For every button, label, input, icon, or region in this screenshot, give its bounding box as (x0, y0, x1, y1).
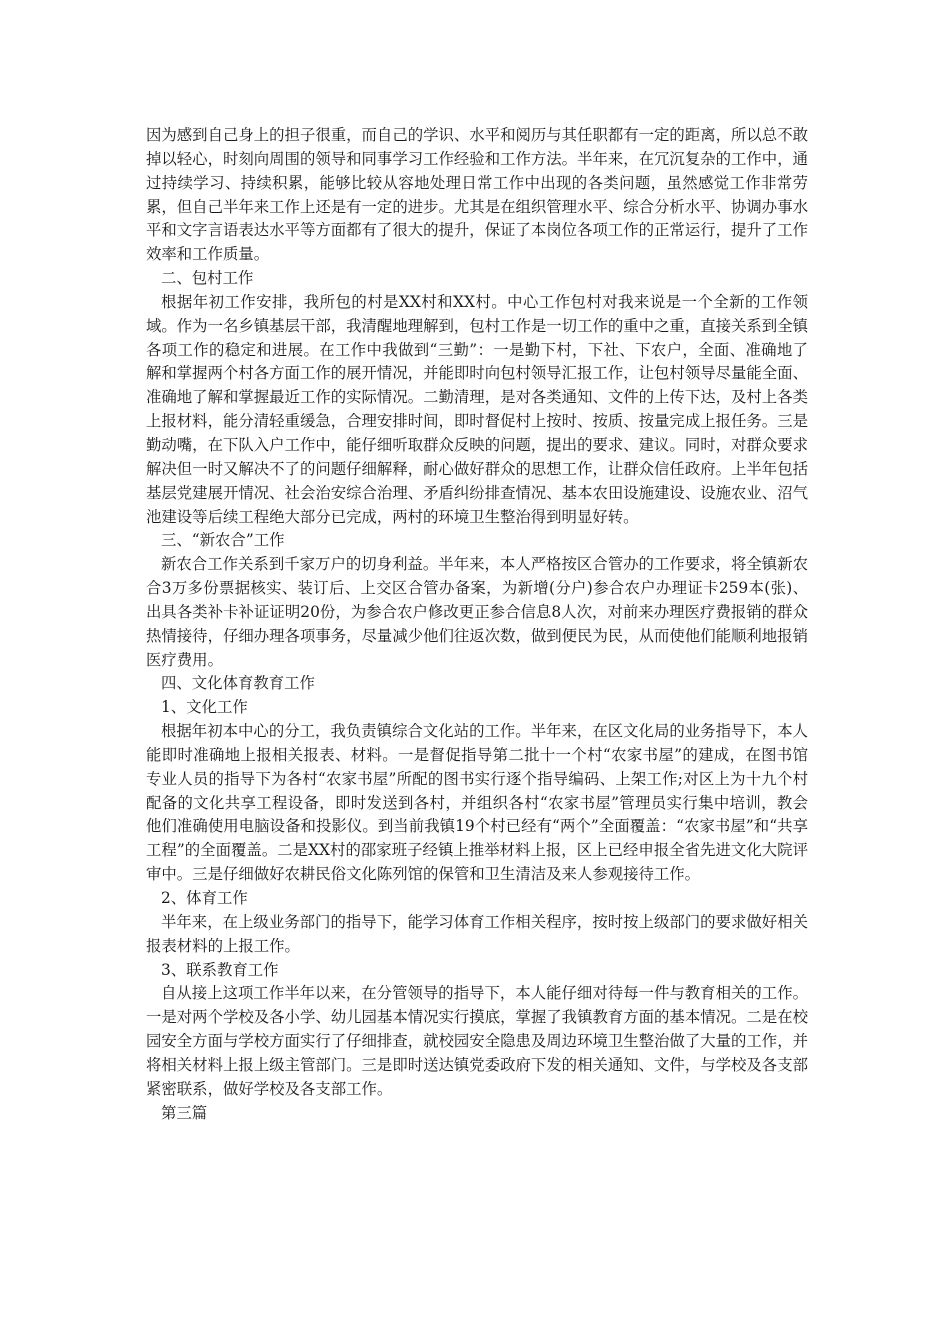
subheading-culture-work: 1、文化工作 (161, 698, 248, 717)
paragraph-village-work: 根据年初工作安排，我所包的村是XX村和XX村。中心工作包村对我来说是一个全新的工作领域。作为一名乡镇基层干部，我清醒地理解到，包村工作是一切工作的重中之重，直接关系到全镇各项工作的稳定和进展。在工作中我做到“三勤”：一是勤下村，下社、下农户，全面、准确地了解和掌握两个村各方面工作的展开情况，并能即时向包村领导汇报工作，让包村领导尽量能全面、准确地了解和掌握最近工作的实际情况。二勤清理，是对各类通知、文件的上传下达，及村上各类上报材料，能分清轻重缓急，合理安排时间，即时督促村上按时、按质、按量完成上报任务。三是勤动嘴，在下队入户工作中，能仔细听取群众反映的问题，提出的要求、建议。同时，对群众要求解决但一时又解决不了的问题仔细解释，耐心做好群众的思想工作，让群众信任政府。上半年包括基层党建展开情况、社会治安综合治理、矛盾纠纷排查情况、基本农田设施建设、设施农业、沼气池建设等后续工程绝大部分已完成，两村的环境卫生整治得到明显好转。 (146, 292, 808, 526)
subheading-sports-work: 2、体育工作 (161, 889, 248, 907)
section-heading-village-work: 二、包村工作 (161, 269, 254, 288)
paragraph-intro: 因为感到自己身上的担子很重，而自己的学识、水平和阅历与其任职都有一定的距离，所以总不敢掉以轻心，时刻向周围的领导和同事学习工作经验和工作方法。半年来，在冗沉复杂的工作中，通过持续学习、持续积累，能够比较从容地处理日常工作中出现的各类问题，虽然感觉工作非常劳累，但自己半年来工作上还是有一定的进步。尤其是在组织管理水平、综合分析水平、协调办事水平和文字言语表达水平等方面都有了很大的提升，保证了本岗位各项工作的正常运行，提升了工作效率和工作质量。 (146, 126, 808, 264)
paragraph-sports-work: 半年来，在上级业务部门的指导下，能学习体育工作相关程序，按时按上级部门的要求做好相关报表材料的上报工作。 (146, 912, 808, 955)
subheading-education-liaison: 3、联系教育工作 (161, 960, 279, 979)
paragraph-culture-work: 根据年初本中心的分工，我负责镇综合文化站的工作。半年来，在区文化局的业务指导下，本人能即时准确地上报相关报表、材料。一是督促指导第二批十一个村“农家书屋”的建成，在图书馆专业人员的指导下为各村“农家书屋”所配的图书实行逐个指导编码、上架工作;对区上为十九个村配备的文化共享工程设备，即时发送到各村，并组织各村“农家书屋”管理员实行集中培训，教会他们准确使用电脑设备和投影仪。到当前我镇19个村已经有“两个”全面覆盖：“农家书屋”和“共享工程”的全面覆盖。二是XX村的邵家班子经镇上推举材料上报，区上已经申报全省先进文化大院评审中。三是仔细做好农耕民俗文化陈列馆的保管和卫生清洁及来人参观接待工作。 (146, 722, 808, 884)
document-page (146, 124, 808, 1125)
section-heading-culture-sports-education: 四、文化体育教育工作 (161, 674, 315, 693)
section-heading-part-three: 第三篇 (161, 1103, 208, 1122)
paragraph-education-liaison: 自从接上这项工作半年以来，在分管领导的指导下，本人能仔细对待每一件与教育相关的工作。一是对两个学校及各小学、幼儿园基本情况实行摸底，掌握了我镇教育方面的基本情况。二是在校园安全方面与学校方面实行了仔细排查，就校园安全隐患及周边环境卫生整治做了大量的工作，并将相关材料上报上级主管部门。三是即时送达镇党委政府下发的相关通知、文件，与学校及各支部紧密联系，做好学校及各支部工作。 (146, 984, 808, 1098)
section-heading-new-rural-coop: 三、“新农合”工作 (161, 531, 285, 550)
paragraph-new-rural-coop: 新农合工作关系到千家万户的切身利益。半年来，本人严格按区合管办的工作要求，将全镇新农合3万多份票据核实、装订后、上交区合管办备案，为新增(分户)参合农户办理证卡259本(张)、出具各类补卡补证证明20份，为参合农户修改更正参合信息8人次，对前来办理医疗费报销的群众热情接待，仔细办理各项事务，尽量减少他们往返次数，做到便民为民，从而使他们能顺利地报销医疗费用。 (146, 555, 808, 669)
